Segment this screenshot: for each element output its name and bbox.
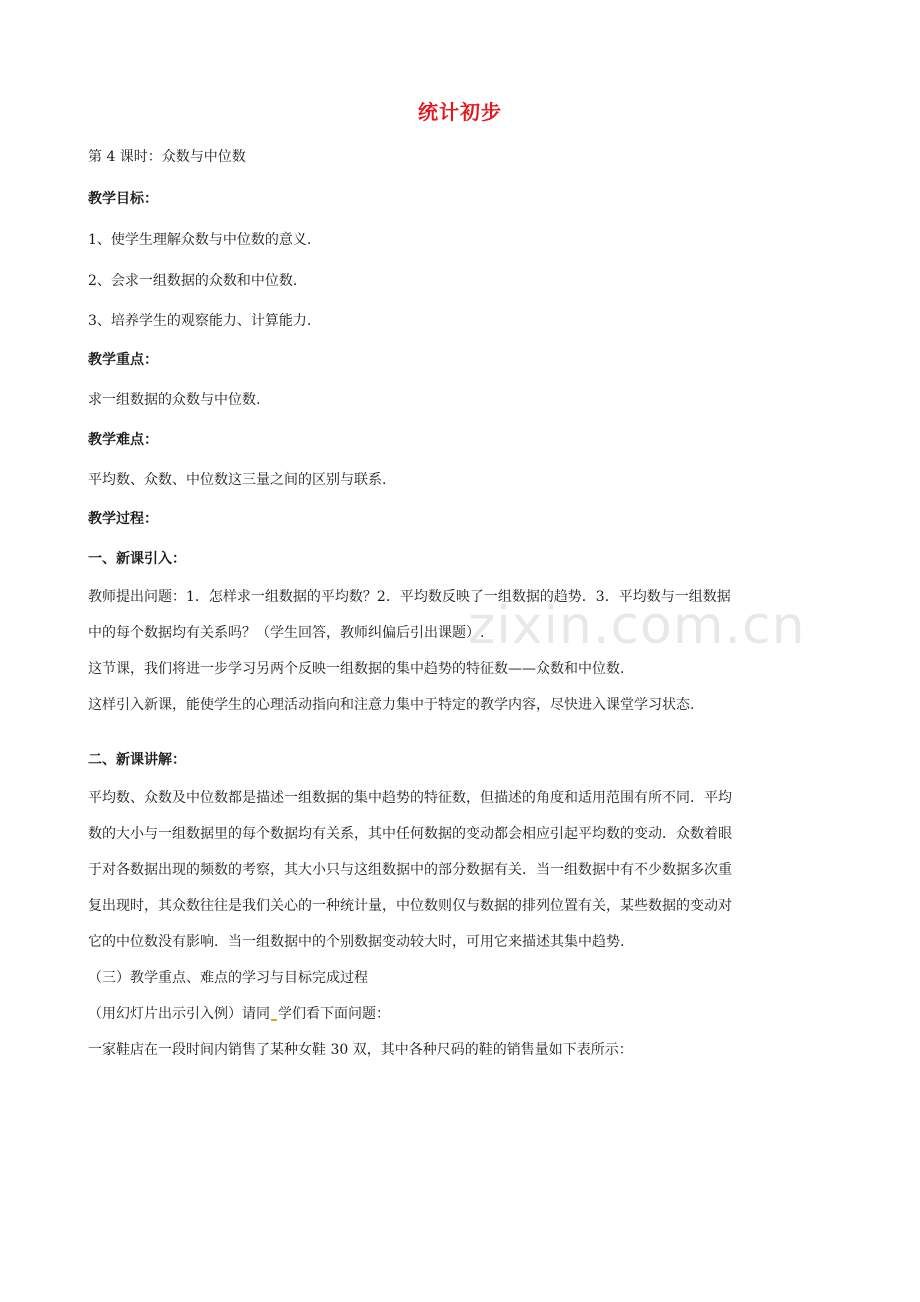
lecture-heading: 二、新课讲解： [88, 752, 186, 768]
key-point-text: 求一组数据的众数与中位数. [88, 392, 261, 408]
paragraph-line: （三）教学重点、难点的学习与目标完成过程 [88, 970, 368, 986]
paragraph-line: 这节课，我们将进一步学习另两个反映一组数据的集中趋势的特征数——众数和中位数. [88, 661, 625, 677]
paragraph-line: 于对各数据出现的频数的考察，其大小只与这组数据中的部分数据有关．当一组数据中有不少数据多次重 [88, 862, 732, 878]
paragraph-line: 中的每个数据均有关系吗？（学生回答，教师纠偏后引出课题）. [88, 625, 485, 641]
edit-mark [271, 1019, 277, 1021]
slide-text-part1: （用幻灯片出示引入例）请同 [88, 1006, 270, 1022]
lecture-paragraph [88, 780, 836, 1068]
paragraph-line: 一家鞋店在一段时间内销售了某种女鞋 30 双，其中各种尺码的鞋的销售量如下表所示： [88, 1042, 633, 1058]
paragraph-line: 它的中位数没有影响．当一组数据中的个别数据变动较大时，可用它来描述其集中趋势. [88, 934, 625, 950]
key-point-heading: 教学重点： [88, 352, 158, 368]
slide-text-part2: 学们看下面问题： [278, 1006, 390, 1022]
lesson-subtitle: 第 4 课时：众数与中位数 [88, 149, 246, 165]
goal-item: 3、培养学生的观察能力、计算能力. [88, 313, 312, 329]
difficulty-text: 平均数、众数、中位数这三量之间的区别与联系. [88, 472, 387, 488]
watermark-text: zixin.com.cn [468, 596, 806, 656]
intro-paragraph [88, 579, 836, 723]
paragraph-line: 教师提出问题：1．怎样求一组数据的平均数？2．平均数反映了一组数据的趋势．3．平均数与一组数据 [88, 589, 731, 605]
paragraph-line: 平均数、众数及中位数都是描述一组数据的集中趋势的特征数，但描述的角度和适用范围有所不同．平均 [88, 790, 732, 806]
paragraph-line: 这样引入新课，能使学生的心理活动指向和注意力集中于特定的教学内容，尽快进入课堂学习状态. [88, 697, 695, 713]
goal-item: 2、会求一组数据的众数和中位数. [88, 273, 298, 289]
goal-item: 1、使学生理解众数与中位数的意义. [88, 232, 312, 248]
goals-heading: 教学目标： [88, 191, 158, 207]
process-heading: 教学过程： [88, 511, 158, 527]
intro-heading: 一、新课引入： [88, 551, 186, 567]
paragraph-line [88, 996, 836, 1032]
paragraph-line: 复出现时，其众数往往是我们关心的一种统计量，中位数则仅与数据的排列位置有关，某些数据的变动对 [88, 898, 732, 914]
document-title: 统计初步 [418, 100, 502, 124]
difficulty-heading: 教学难点： [88, 432, 158, 448]
paragraph-line: 数的大小与一组数据里的每个数据均有关系，其中任何数据的变动都会相应引起平均数的变动．众数着眼 [88, 826, 732, 842]
